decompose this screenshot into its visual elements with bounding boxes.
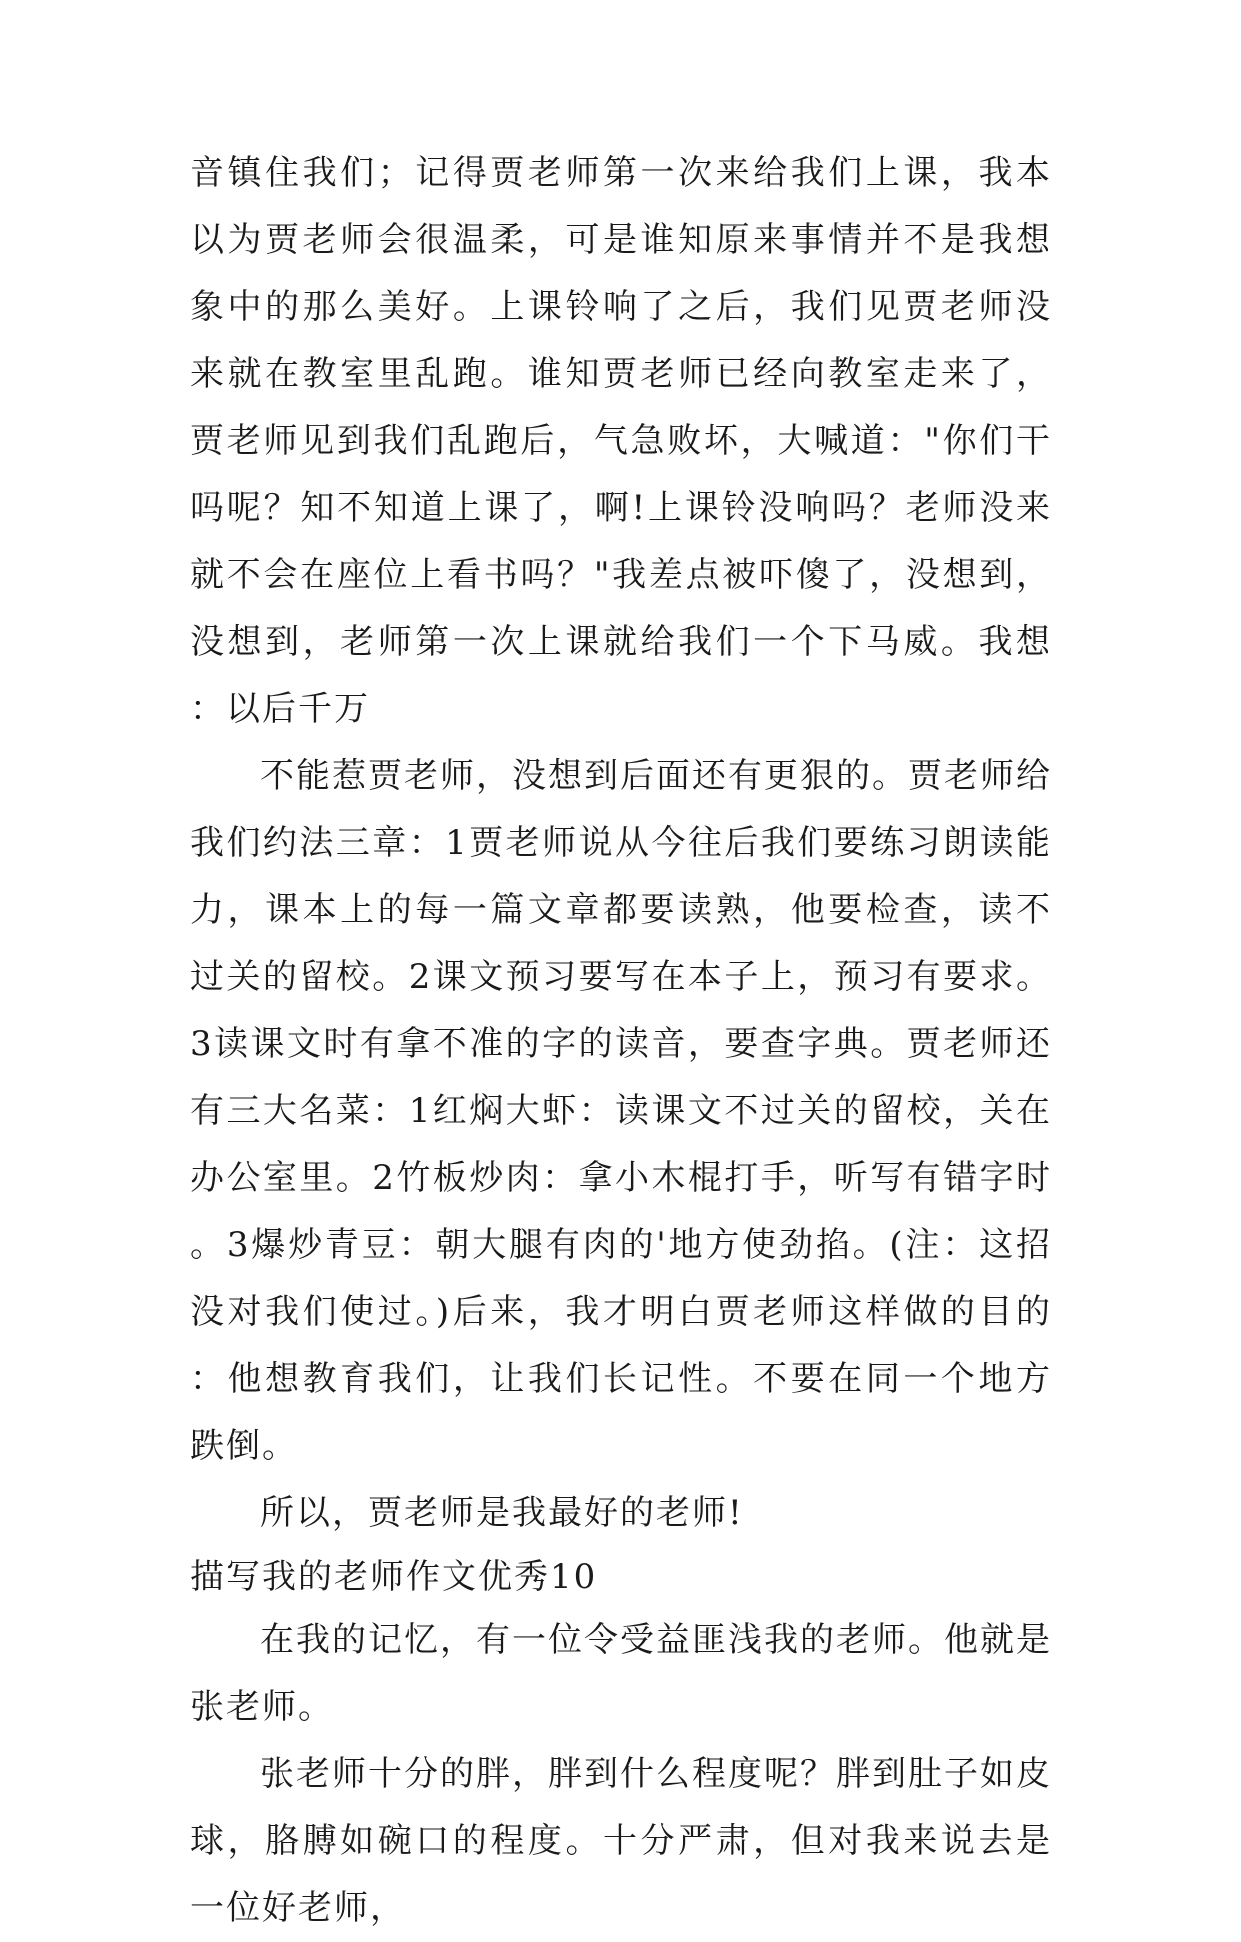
paragraph-4: 在我的记忆，有一位令受益匪浅我的老师。他就是张老师。 [190,1620,1052,1727]
paragraph-3: 所以，贾老师是我最好的老师! [260,1493,744,1533]
document-body [190,140,1052,1942]
paragraph-2: 不能惹贾老师，没想到后面还有更狠的。贾老师给我们约法三章：1贾老师说从今往后我们要练习朗读能力，课本上的每一篇文章都要读熟，他要检查，读不过关的留校。2课文预习要写在本子上，预习有要求。3读课文时有拿不准的字的读音，要查字典。贾老师还有三大名菜：1红焖大虾：读课文不过关的留校，关在办公室里。2竹板炒肉：拿小木棍打手，听写有错字时。3爆炒青豆：朝大腿有肉的'地方使劲掐。(注：这招没对我们使过。)后来，我才明白贾老师这样做的目的：他想教育我们，让我们长记性。不要在同一个地方跌倒。 [190,756,1052,1466]
paragraph-1: 音镇住我们；记得贾老师第一次来给我们上课，我本以为贾老师会很温柔，可是谁知原来事情并不是我想象中的那么美好。上课铃响了之后，我们见贾老师没来就在教室里乱跑。谁知贾老师已经向教室走来了，贾老师见到我们乱跑后，气急败坏，大喊道："你们干吗呢？知不知道上课了，啊!上课铃没响吗？老师没来就不会在座位上看书吗？"我差点被吓傻了，没想到，没想到，老师第一次上课就给我们一个下马威。我想：以后千万 [190,153,1052,729]
paragraph-5: 张老师十分的胖，胖到什么程度呢？胖到肚子如皮球，胳膊如碗口的程度。十分严肃，但对我来说去是一位好老师， [190,1754,1052,1928]
section-heading: 描写我的老师作文优秀10 [190,1557,598,1597]
